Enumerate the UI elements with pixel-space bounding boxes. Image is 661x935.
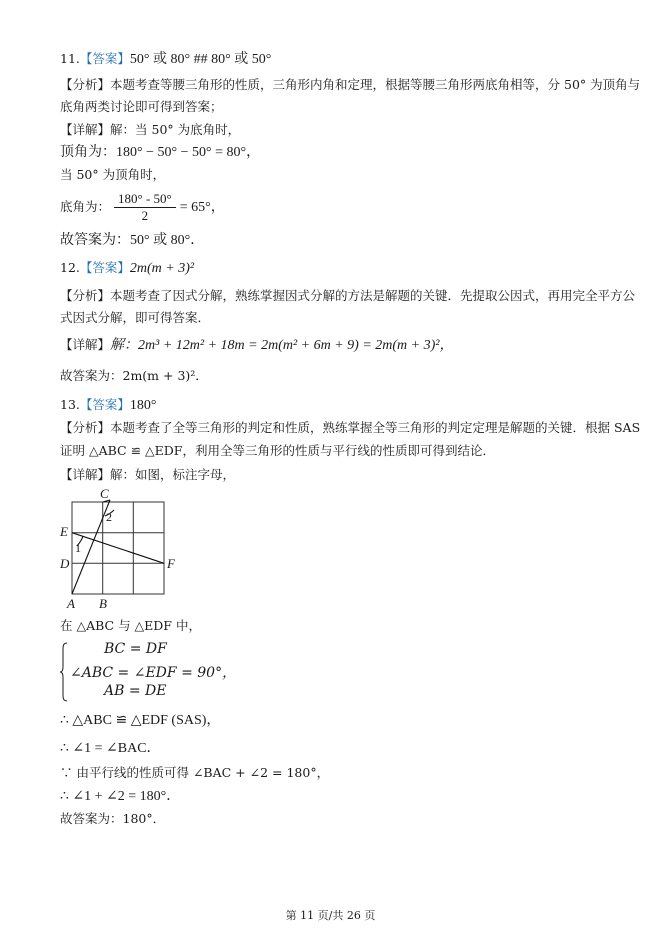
q13-analysis-line-2: 证明 △ABC ≌ △EDF，利用全等三角形的性质与平行线的性质即可得到结论． xyxy=(60,443,495,458)
page-footer: 第 11 页/共 26 页 xyxy=(285,909,376,922)
q11-frac-denominator: 2 xyxy=(141,208,149,223)
q11-conclusion: 故答案为：50° 或 80°． xyxy=(60,233,205,248)
q12-detail-line-1 xyxy=(60,336,453,355)
q11-detail-tag: 【详解】 xyxy=(60,122,111,137)
q11-detail-line-2: 顶角为：180° − 50° − 50° = 80°， xyxy=(60,145,261,160)
q11-answer-line xyxy=(60,50,271,69)
q11-answer-tag: 【答案】 xyxy=(79,51,130,66)
label-D: D xyxy=(60,556,70,571)
q12-analysis-tag: 【分析】 xyxy=(60,288,111,303)
q13-analysis-line-1 xyxy=(60,419,640,437)
q12-conclusion: 故答案为：2m(m + 3)²． xyxy=(60,368,208,383)
q13-analysis-1: 本题考查了全等三角形的判定和性质，熟练掌握全等三角形的判定定理是解题的关键．根据 SAS xyxy=(110,420,641,435)
system-line-2: ∠ABC = ∠EDF = 90°， xyxy=(70,665,237,681)
q11-number: 11. xyxy=(60,51,80,66)
q13-detail-tag: 【详解】 xyxy=(60,467,111,482)
label-F: F xyxy=(167,556,175,571)
q12-answer-line xyxy=(60,259,194,278)
q11-detail-line-4 xyxy=(60,190,225,225)
q12-analysis-line-1 xyxy=(60,287,635,305)
q11-analysis-tag: 【分析】 xyxy=(60,77,111,92)
q11-detail-line-3: 当 50° 为顶角时， xyxy=(60,167,166,182)
q11-detail-4-suffix: = 65°， xyxy=(179,200,225,215)
q13-step-2: ∴ ∠1 = ∠BAC． xyxy=(60,741,161,756)
triangle-lines xyxy=(72,500,164,594)
q13-step-3: ∵ 由平行线的性质可得 ∠BAC + ∠2 = 180°， xyxy=(60,765,330,780)
label-E: E xyxy=(60,524,68,539)
q12-detail-1: 解：2m³ + 12m² + 18m = 2m(m² + 6m + 9) = 2m(m + 3)²， xyxy=(110,338,454,353)
q13-answer-tag: 【答案】 xyxy=(79,397,130,412)
q13-step-4: ∴ ∠1 + ∠2 = 180°． xyxy=(60,789,181,804)
label-A: A xyxy=(67,596,75,611)
label-angle-1: 1 xyxy=(75,541,81,555)
q13-detail-line-1 xyxy=(60,466,235,484)
q13-detail-1: 解：如图，标注字母， xyxy=(110,467,236,482)
label-C: C xyxy=(100,488,109,501)
q11-analysis-line-2: 底角两类讨论即可得到答案； xyxy=(60,99,223,114)
system-brace xyxy=(60,642,68,702)
q11-answer: 50° 或 80° ## 80° 或 50° xyxy=(129,52,272,67)
q11-frac-numerator: 180° - 50° xyxy=(114,191,176,208)
q11-detail-4-prefix: 底角为： xyxy=(60,199,111,214)
q12-answer: 2m(m + 3)² xyxy=(129,261,195,276)
q11-fraction xyxy=(114,191,176,224)
q13-number: 13. xyxy=(60,397,80,412)
grid-figure xyxy=(56,488,186,612)
q13-answer-line xyxy=(60,396,157,415)
label-B: B xyxy=(99,596,107,611)
q12-detail-tag: 【详解】 xyxy=(60,337,111,352)
q11-analysis-line-1 xyxy=(60,76,640,94)
q13-analysis-tag: 【分析】 xyxy=(60,420,111,435)
q13-step-1: ∴ △ABC ≌ △EDF (SAS)， xyxy=(60,713,221,728)
q12-analysis-line-2: 式因式分解，即可得答案． xyxy=(60,310,211,325)
q11-analysis-1: 本题考查等腰三角形的性质，三角形内角和定理，根据等腰三角形两底角相等，分 50° 为顶角与 xyxy=(110,77,641,92)
q13-conclusion: 故答案为：180°． xyxy=(60,811,166,826)
q13-in-text: 在 △ABC 与 △EDF 中， xyxy=(60,618,201,633)
system-line-1: BC = DF xyxy=(104,641,167,657)
q11-detail-1: 解：当 50° 为底角时， xyxy=(110,122,241,137)
system-line-3: AB = DE xyxy=(104,683,167,699)
q11-detail-line-1 xyxy=(60,121,240,139)
q13-answer: 180° xyxy=(129,398,157,413)
q12-number: 12. xyxy=(60,260,80,275)
q12-analysis-1: 本题考查了因式分解，熟练掌握因式分解的方法是解题的关键．先提取公因式，再用完全平方公 xyxy=(110,288,636,303)
q12-answer-tag: 【答案】 xyxy=(79,260,130,275)
label-angle-2: 2 xyxy=(106,510,112,524)
